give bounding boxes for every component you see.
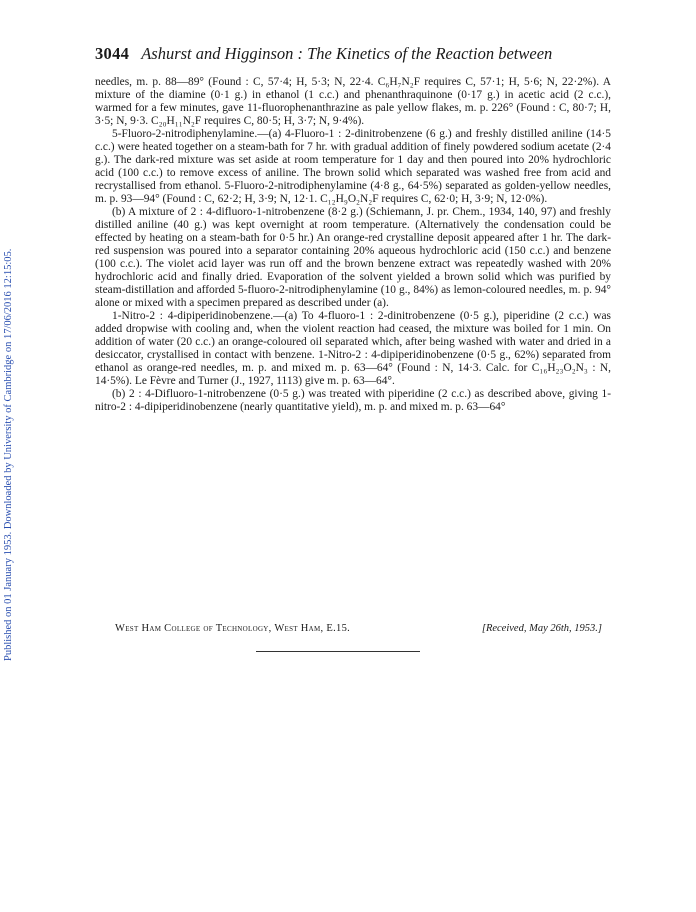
download-watermark: Published on 01 January 1953. Downloaded by University of Cambridge on 17/06/2016 12:15:05. [3,248,14,662]
page-number: 3044 [95,44,130,63]
paragraph: (b) A mixture of 2 : 4-difluoro-1-nitrobenzene (8·2 g.) (Schiemann, J. pr. Chem., 1934, 140, 97) and freshly distilled aniline (40 g.) was kept overnight at room temperature. (Alternatively the condensation could be effected by heating on a steam-bath for 0·5 hr.) An orange-red crystalline deposit appeared after 1 hr. The dark-red suspension was poured into a separator containing 20% aqueous hydrochloric acid (150 c.c.) and benzene (100 c.c.). The violet acid layer was run off and the brown benzene extract was repeatedly washed with 20% hydrochloric acid and finally dried. Evaporation of the solvent yielded a brown solid which was purified by steam-distillation and afforded 5-fluoro-2-nitrodiphenylamine (10 g., 84%) as lemon-coloured needles, m. p. 94° alone or mixed with a specimen prepared as described under (a). [95,206,611,309]
running-header [95,44,615,64]
affiliation: West Ham College of Technology, West Ham, E.15. [115,623,351,634]
end-rule [256,651,420,652]
received-date: [Received, May 26th, 1953.] [481,623,602,634]
article-footer [115,623,602,634]
paragraph: (b) 2 : 4-Difluoro-1-nitrobenzene (0·5 g.) was treated with piperidine (2 c.c.) as described above, giving 1-nitro-2 : 4-dipiperidinobenzene (nearly quantitative yield), m. p. and mixed m. p. 63—64° [95,388,611,413]
paragraph: 1-Nitro-2 : 4-dipiperidinobenzene.—(a) To 4-fluoro-1 : 2-dinitrobenzene (0·5 g.), piperidine (2 c.c.) was added dropwise with cooling and, when the violent reaction had ceased, the mixture was boiled for 1 min. On addition of water (20 c.c.) an orange-coloured oil separated which, after being washed with water and dried in a desiccator, crystallised in contact with benzene. 1-Nitro-2 : 4-dipiperidinobenzene (0·5 g., 62%) separated from ethanol as orange-red needles, m. p. and mixed m. p. 63—64° (Found : N, 14·3. Calc. for C₁₆H₂₃O₂N₃ : N, 14·5%). Le Fèvre and Turner (J., 1927, 1113) give m. p. 63—64°. [95,310,611,387]
paragraph: 5-Fluoro-2-nitrodiphenylamine.—(a) 4-Fluoro-1 : 2-dinitrobenzene (6 g.) and freshly distilled aniline (14·5 c.c.) were heated together on a steam-bath for 7 hr. with gradual addition of finely powdered sodium acetate (2·4 g.). The dark-red mixture was set aside at room temperature for 1 day and then poured into 20% hydrochloric acid (100 c.c.) to remove excess of aniline. The brown solid which separated was washed free from acid and recrystallised from ethanol. 5-Fluoro-2-nitrodiphenylamine (4·8 g., 64·5%) separated as golden-yellow needles, m. p. 93—94° (Found : C, 62·2; H, 3·9; N, 12·1. C₁₂H₉O₂N₂F requires C, 62·0; H, 3·9; N, 12·0%). [95,128,611,205]
paragraph: needles, m. p. 88—89° (Found : C, 57·4; H, 5·3; N, 22·4. C₆H₇N₂F requires C, 57·1; H, 5·6; N, 22·2%). A mixture of the diamine (0·1 g.) in ethanol (1 c.c.) and phenanthraquinone (0·17 g.) in acetic acid (2 c.c.), warmed for a few minutes, gave 11-fluorophenanthrazine as pale yellow flakes, m. p. 226° (Found : C, 80·7; H, 3·5; N, 9·3. C₂₀H₁₁N₂F requires C, 80·5; H, 3·7; N, 9·4%). [95,76,611,127]
article-body [95,76,611,414]
running-title: Ashurst and Higginson : The Kinetics of the Reaction between [141,44,553,63]
